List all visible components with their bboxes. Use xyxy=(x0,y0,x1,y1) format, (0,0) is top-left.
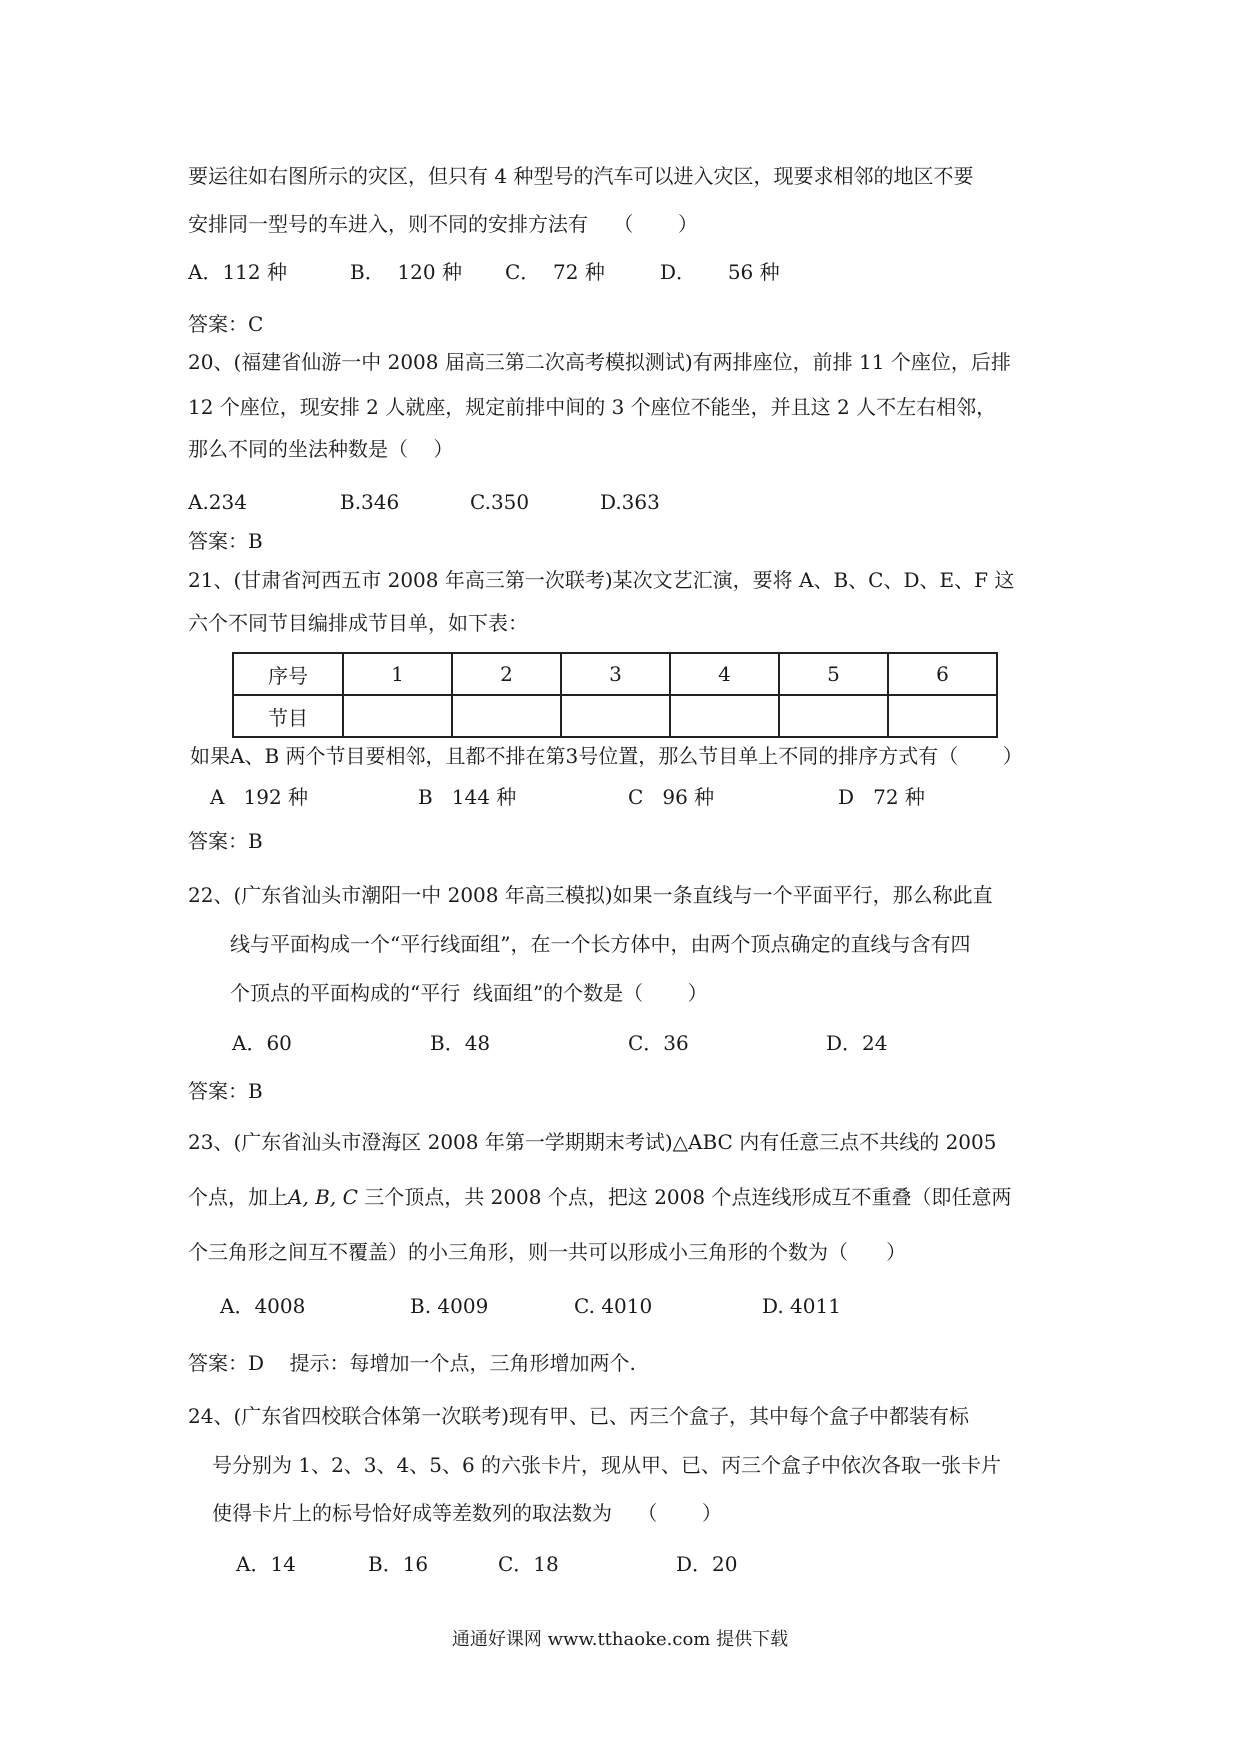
q22-option-c: C．36 xyxy=(628,1031,689,1055)
q21-answer: 答案：B xyxy=(188,829,263,853)
q21-option-b: B 144 种 xyxy=(418,785,517,809)
q22-option-d: D．24 xyxy=(826,1031,888,1055)
table-cell: 5 xyxy=(779,653,888,695)
table-cell: 2 xyxy=(452,653,561,695)
table-cell: 6 xyxy=(888,653,997,695)
q22-option-a: A．60 xyxy=(232,1031,292,1055)
q20-option-a: A.234 xyxy=(188,490,247,514)
q24-option-c: C．18 xyxy=(498,1552,559,1576)
q21-line2: 六个不同节目编排成节目单，如下表： xyxy=(188,611,528,635)
q22-answer: 答案：B xyxy=(188,1079,263,1103)
q22-line2: 线与平面构成一个“平行线面组”，在一个长方体中，由两个顶点确定的直线与含有四 xyxy=(230,932,971,956)
q19-option-d: D． 56 种 xyxy=(660,260,780,284)
program-table xyxy=(232,652,998,738)
program-table-row-program xyxy=(233,695,997,737)
table-cell: 1 xyxy=(343,653,452,695)
q19-answer: 答案：C xyxy=(188,312,264,336)
table-cell xyxy=(452,695,561,737)
table-cell xyxy=(779,695,888,737)
q23-line2-pre: 个点，加上 xyxy=(188,1185,288,1209)
program-table-row-order xyxy=(233,653,997,695)
q21-option-c: C 96 种 xyxy=(628,785,715,809)
table-cell xyxy=(343,695,452,737)
q22-line1: 22、(广东省汕头市潮阳一中 2008 年高三模拟)如果一条直线与一个平面平行，那么称此直 xyxy=(188,883,993,907)
table-cell: 4 xyxy=(670,653,779,695)
q23-line3: 个三角形之间互不覆盖）的小三角形，则一共可以形成小三角形的个数为（ ） xyxy=(188,1240,907,1264)
table-cell: 3 xyxy=(561,653,670,695)
q23-option-d: D. 4011 xyxy=(762,1294,841,1318)
table-cell: 节目 xyxy=(233,695,343,737)
q19-line2: 安排同一型号的车进入，则不同的安排方法有 （ ） xyxy=(188,212,698,236)
q21-line1: 21、(甘肃省河西五市 2008 年高三第一次联考)某次文艺汇演，要将 A、B、C、D、E、F 这 xyxy=(188,568,1015,592)
q20-option-c: C.350 xyxy=(470,490,530,514)
q20-option-d: D.363 xyxy=(600,490,660,514)
q20-line1: 20、(福建省仙游一中 2008 届高三第二次高考模拟测试)有两排座位，前排 11 个座位，后排 xyxy=(188,350,1011,374)
q23-answer: 答案：D 提示：每增加一个点，三角形增加两个. xyxy=(188,1351,636,1375)
q20-option-b: B.346 xyxy=(340,490,400,514)
q24-option-a: A．14 xyxy=(236,1552,296,1576)
q23-line2 xyxy=(188,1183,1011,1211)
q23-option-c: C. 4010 xyxy=(574,1294,653,1318)
page-footer: 通通好课网 www.tthaoke.com 提供下载 xyxy=(451,1629,789,1650)
table-cell xyxy=(888,695,997,737)
triangle-vertices: A, B, C xyxy=(288,1185,358,1209)
q24-option-d: D．20 xyxy=(676,1552,738,1576)
table-cell xyxy=(561,695,670,737)
table-cell: 序号 xyxy=(233,653,343,695)
q20-answer: 答案：B xyxy=(188,529,263,553)
q24-line2: 号分别为 1、2、3、4、5、6 的六张卡片，现从甲、已、丙三个盒子中依次各取一张卡片 xyxy=(212,1453,1002,1477)
q24-line1: 24、(广东省四校联合体第一次联考)现有甲、已、丙三个盒子，其中每个盒子中都装有标 xyxy=(188,1404,970,1428)
q23-option-a: A．4008 xyxy=(220,1294,306,1318)
q21-line3: 如果A、B 两个节目要相邻，且都不排在第3号位置，那么节目单上不同的排序方式有（ ） xyxy=(190,744,1023,768)
q19-option-b: B． 120 种 xyxy=(350,260,462,284)
q19-line1: 要运往如右图所示的灾区，但只有 4 种型号的汽车可以进入灾区，现要求相邻的地区不要 xyxy=(188,164,974,188)
q24-line3: 使得卡片上的标号恰好成等差数列的取法数为 （ ） xyxy=(212,1501,722,1525)
q22-option-b: B．48 xyxy=(430,1031,491,1055)
q20-line3: 那么不同的坐法种数是（ ） xyxy=(188,437,454,461)
q23-line1: 23、(广东省汕头市澄海区 2008 年第一学期期末考试)△ABC 内有任意三点不共线的 2005 xyxy=(188,1130,997,1154)
table-cell xyxy=(670,695,779,737)
q23-option-b: B. 4009 xyxy=(410,1294,489,1318)
q22-line3: 个顶点的平面构成的“平行 线面组”的个数是（ ） xyxy=(230,981,708,1005)
q20-line2: 12 个座位，现安排 2 人就座，规定前排中间的 3 个座位不能坐，并且这 2 人不左右相邻， xyxy=(188,395,997,419)
q19-option-c: C． 72 种 xyxy=(505,260,605,284)
q24-option-b: B．16 xyxy=(368,1552,429,1576)
q23-line2-post: 三个顶点，共 2008 个点，把这 2008 个点连线形成互不重叠（即任意两 xyxy=(357,1185,1012,1209)
q19-option-a: A．112 种 xyxy=(188,260,287,284)
q21-option-d: D 72 种 xyxy=(838,785,925,809)
q21-option-a: A 192 种 xyxy=(210,785,309,809)
